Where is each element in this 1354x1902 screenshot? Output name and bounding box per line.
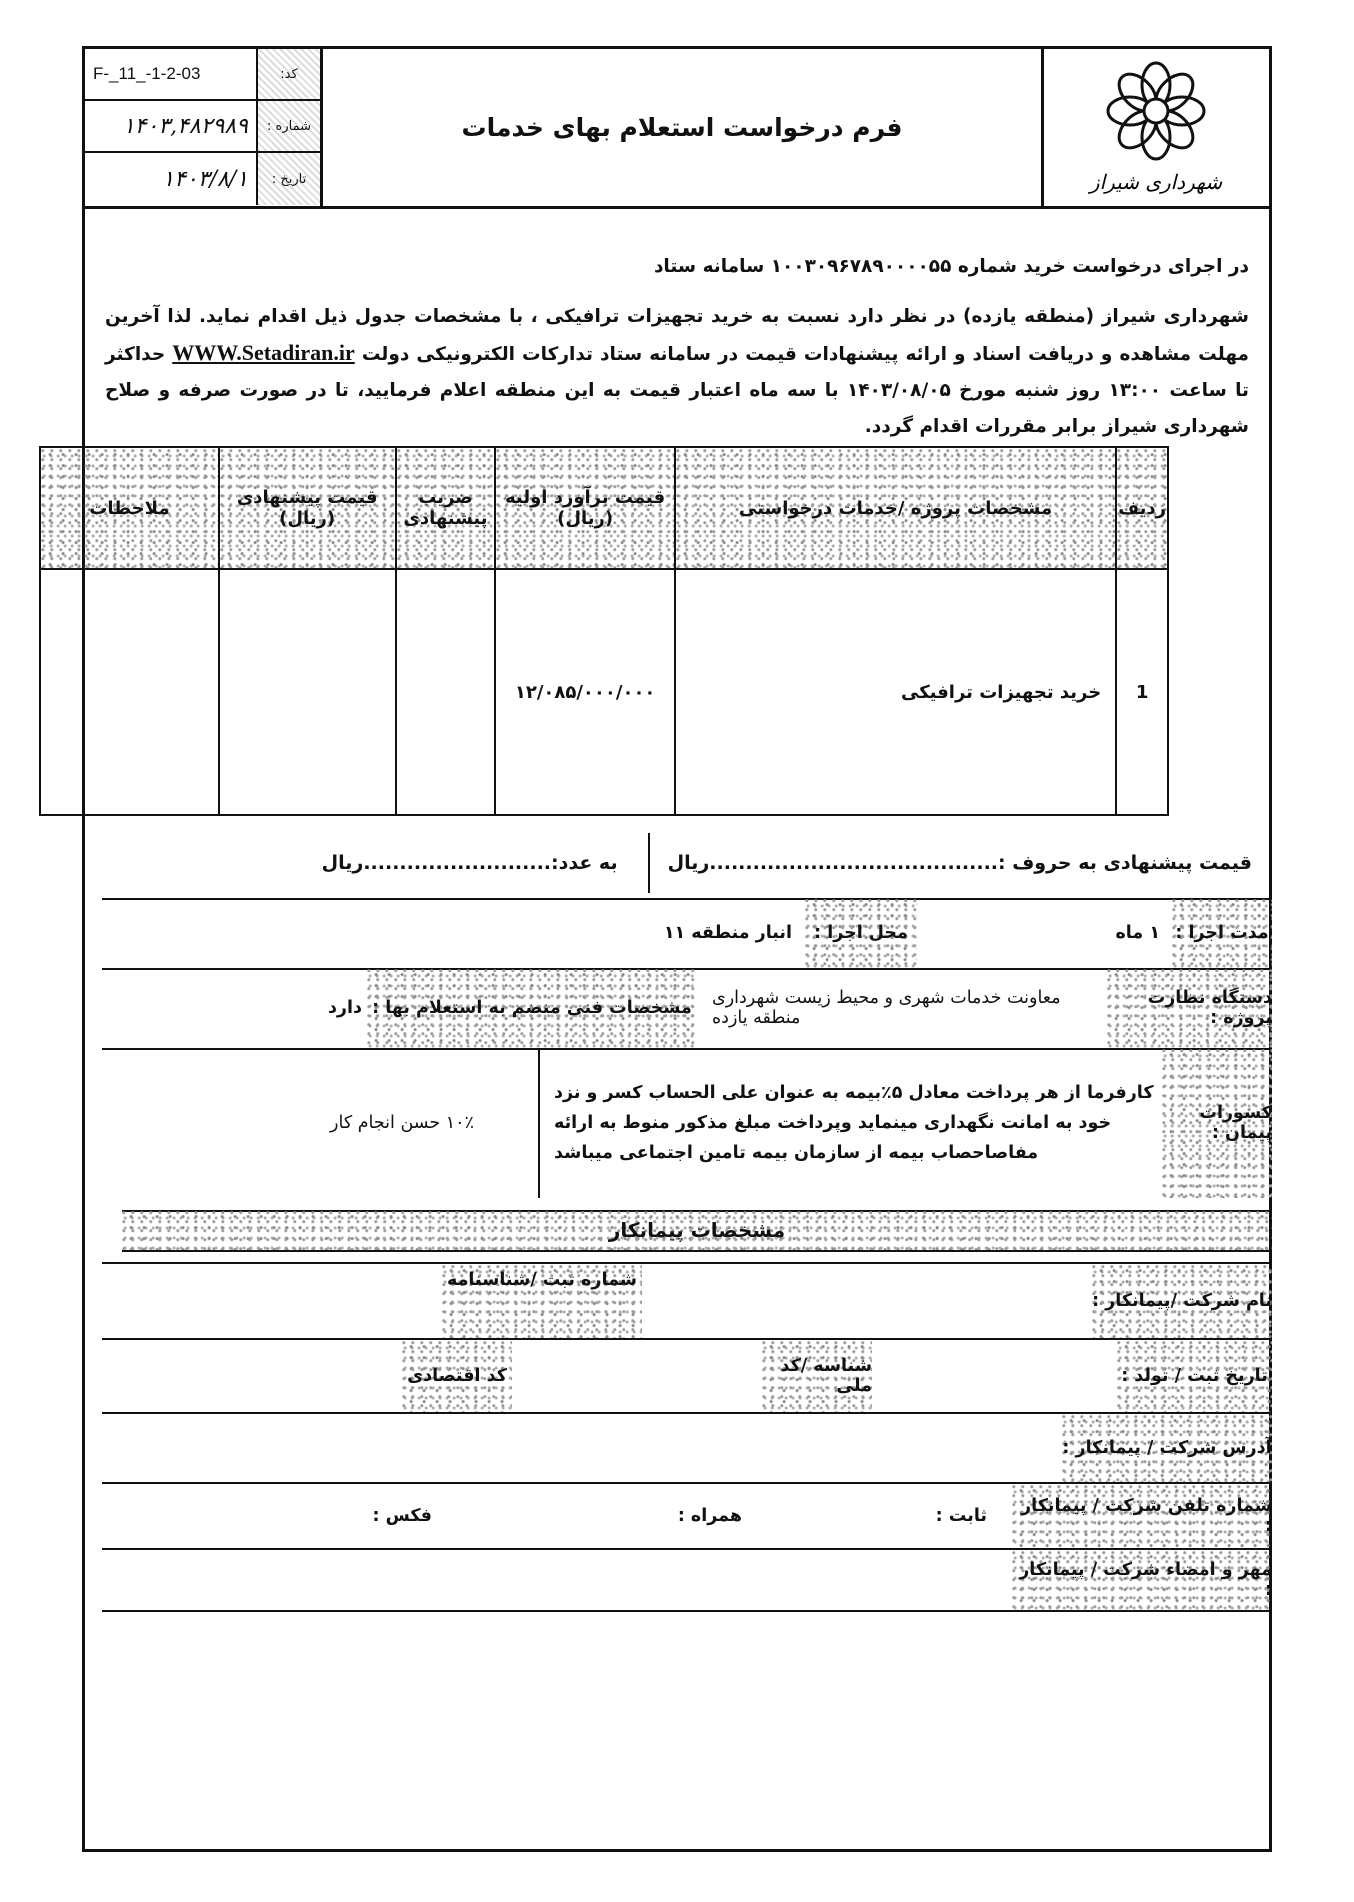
form-code: F-_11_-1-2-03 xyxy=(93,64,201,83)
contractor-name-field[interactable] xyxy=(652,1264,1082,1338)
contractor-name-label: نام شرکت /پیمانکار : xyxy=(1092,1264,1272,1338)
deductions-line-2: خود به امانت نگهداری مینماید وپرداخت مبلغ مذکور منوط به ارائه xyxy=(554,1113,1112,1133)
seal-field[interactable] xyxy=(102,1550,1002,1610)
tech-spec-value: دارد xyxy=(327,998,362,1018)
intro-text xyxy=(105,249,1249,445)
reg-date-label: تاریخ ثبت / تولد : xyxy=(1117,1340,1272,1412)
supervision-row xyxy=(102,968,1272,1048)
col-header-offer-price: قیمت پیشنهادی (ریال) xyxy=(219,447,396,569)
deductions-line-3: مفاصاحصاب بیمه از سازمان بیمه تامین اجتماعی میباشد xyxy=(554,1143,1039,1163)
setadiran-link[interactable]: WWW.Setadiran.ir xyxy=(172,340,355,365)
number-label: شماره : xyxy=(256,101,320,151)
date-label: تاریخ : xyxy=(256,153,320,205)
price-digits-field[interactable]: .......................... xyxy=(363,852,552,874)
national-id-label: شناسه /کد ملی xyxy=(762,1340,872,1412)
supervision-value xyxy=(712,968,1092,1048)
place-value: انبار منطقه ۱۱ xyxy=(663,923,792,943)
supervision-line-2: منطقه یازده xyxy=(712,1008,801,1028)
execution-row xyxy=(102,898,1272,968)
rial-label-2: ریال xyxy=(321,852,364,874)
shiraz-municipality-logo xyxy=(1041,49,1269,206)
supervision-line-1: معاونت خدمات شهری و محیط زیست شهرداری xyxy=(712,988,1061,1008)
offer-price-line xyxy=(102,828,1252,898)
col-header-notes: ملاحظات xyxy=(40,447,219,569)
price-words-field[interactable]: ........................................ xyxy=(709,852,999,874)
phone-label: شماره تلفن شرکت / پیمانکار : xyxy=(1012,1484,1272,1548)
intro-para-b: حداکثر تا ساعت ۱۳:۰۰ روز شنبه مورخ ۱۴۰۳/۰۸/۰۵ با سه ماه اعتبار قیمت به این منطقه اعلام فرمایید، تا در صورت صرفه و صلاح شهرداری شیراز برابر مقررات اقدام گردد. xyxy=(105,344,1250,437)
form-header xyxy=(85,49,1269,209)
form-code-row xyxy=(85,49,320,101)
col-header-estimate: قیمت برآورد اولیه (ریال) xyxy=(495,447,675,569)
col-header-coefficient: ضریب پیشنهادی xyxy=(396,447,496,569)
form-meta-box xyxy=(85,49,323,206)
duration-value: ۱ ماه xyxy=(1115,923,1160,943)
items-table xyxy=(39,446,1169,816)
seal-label: مهر و امضاء شرکت / پیمانکار : xyxy=(1012,1550,1272,1610)
row-description: خرید تجهیزات ترافیکی xyxy=(675,569,1116,815)
row-offer-price[interactable] xyxy=(219,569,396,815)
reg-no-label: شماره ثبت /شناسنامه xyxy=(442,1264,642,1338)
price-divider xyxy=(648,833,650,893)
contractor-phone-row xyxy=(102,1482,1272,1548)
code-label: کد: xyxy=(256,49,320,99)
col-header-index: ردیف xyxy=(1116,447,1168,569)
form-title: فرم درخواست استعلام بهای خدمات xyxy=(461,113,903,142)
contractor-address-row xyxy=(102,1412,1272,1482)
table-row xyxy=(40,569,1168,815)
tech-spec-label: مشخصات فنی منضم به استعلام بها : xyxy=(367,968,697,1048)
logo-text: شهرداری شیراز xyxy=(1089,170,1223,194)
contractor-section-title: مشخصات پیمانکار xyxy=(122,1210,1272,1252)
good-performance: ۱۰٪ حسن انجام کار xyxy=(330,1113,474,1133)
address-label: آدرس شرکت / پیمانکار : xyxy=(1062,1414,1272,1482)
deductions-label: کسورات پیمان : xyxy=(1162,1048,1272,1198)
price-words-label: قیمت پیشنهادی به حروف : xyxy=(998,852,1252,874)
contractor-name-row xyxy=(102,1262,1272,1338)
intro-para-a: شهرداری شیراز (منطقه یازده) در نظر دارد نسبت به خرید تجهیزات ترافیکی ، با مشخصات جدول ذیل اقدام نماید. لذا آخرین مهلت مشاهده و دریافت اسناد و ارائه پیشنهادات قیمت در سامانه ستاد تدارکات الکترونیکی دولت xyxy=(105,306,1249,365)
price-digits-label: به عدد: xyxy=(551,852,618,874)
row-notes[interactable] xyxy=(40,569,219,815)
econ-code-label: کد اقتصادی xyxy=(402,1340,512,1412)
form-number: ۱۴۰۳,۴۸۲۹۸۹ xyxy=(122,113,248,139)
row-estimate: ۱۲/۰۸۵/۰۰۰/۰۰۰ xyxy=(495,569,675,815)
duration-label: مدت اجرا : xyxy=(1172,898,1272,968)
deductions-text xyxy=(554,1048,1154,1198)
fax-label: فکس : xyxy=(372,1506,432,1526)
mobile-label: همراه : xyxy=(677,1506,742,1526)
contractor-reg-row xyxy=(102,1338,1272,1412)
rial-label-1: ریال xyxy=(667,852,710,874)
contractor-seal-row xyxy=(102,1548,1272,1612)
intro-paragraph xyxy=(105,299,1249,445)
place-label: محل اجرا : xyxy=(805,898,917,968)
row-coefficient[interactable] xyxy=(396,569,496,815)
fixed-phone-label: ثابت : xyxy=(935,1506,987,1526)
form-number-row xyxy=(85,101,320,153)
supervision-label: دستگاه نظارت پروژه : xyxy=(1107,968,1272,1048)
deductions-row xyxy=(102,1048,1272,1198)
intro-line-1: در اجرای درخواست خرید شماره ۱۰۰۳۰۹۶۷۸۹۰۰۰۰۵۵ سامانه ستاد xyxy=(653,256,1249,277)
deductions-line-1: کارفرما از هر پرداخت معادل ۵٪بیمه به عنوان علی الحساب کسر و نزد xyxy=(554,1083,1154,1103)
col-header-description: مشخصات پروژه /خدمات درخواستی xyxy=(675,447,1116,569)
row-index: 1 xyxy=(1116,569,1168,815)
form-date-row xyxy=(85,153,320,205)
form-date: ۱۴۰۳/۸/۱ xyxy=(162,166,248,192)
divider xyxy=(538,1048,540,1198)
